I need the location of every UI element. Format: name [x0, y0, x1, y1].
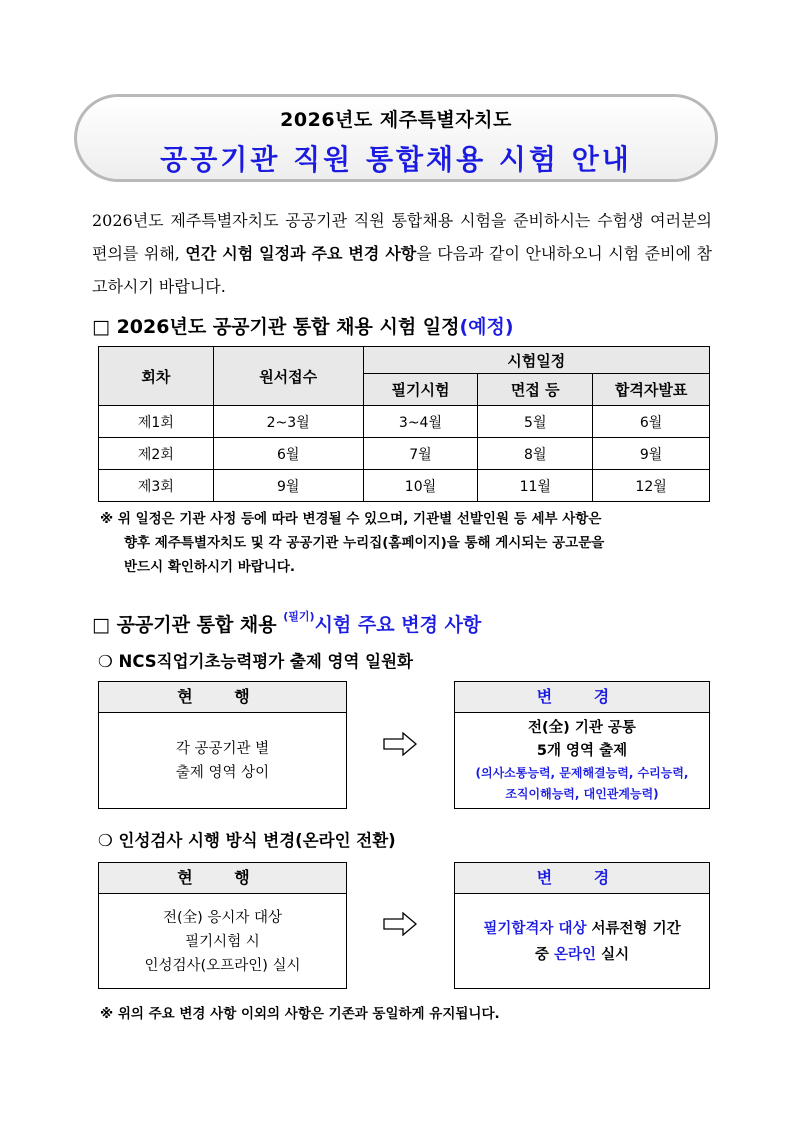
title-banner — [74, 94, 718, 182]
change2-current-l3: 인성검사(오프라인) 실시 — [144, 957, 301, 974]
change1-changed-l2: 5개 영역 출제 — [536, 743, 628, 759]
table-row — [99, 438, 710, 470]
cell-written: 7월 — [363, 438, 478, 470]
cell-round: 제1회 — [99, 406, 214, 438]
change2-changed-d: 온라인 — [553, 946, 597, 963]
change2-current-l1: 전(全) 응시자 대상 — [162, 909, 283, 926]
title-line2: 공공기관 직원 통합채용 시험 안내 — [160, 143, 632, 176]
header-exam-schedule: 시험일정 — [363, 347, 709, 374]
header-written: 필기시험 — [363, 374, 478, 406]
cell-round: 제3회 — [99, 470, 214, 502]
change2-changed-label: 변 경 — [455, 863, 709, 894]
section1-title: 2026년도 공공기관 통합 채용 시험 일정 — [116, 316, 460, 338]
cell-application: 9월 — [213, 470, 363, 502]
cell-announce: 12월 — [593, 470, 710, 502]
change1-changed-l3: (의사소통능력, 문제해결능력, 수리능력, — [475, 766, 689, 780]
section2-heading — [92, 610, 481, 637]
change2-current-label: 현 행 — [99, 863, 346, 894]
note-line1: ※ 위 일정은 기관 사정 등에 따라 변경될 수 있으며, 기관별 선발인원 등 세부 사항은 — [100, 511, 602, 527]
note-line3: 반드시 확인하시기 바랍니다. — [124, 559, 296, 575]
change2-current-box — [98, 862, 347, 989]
header-round: 회차 — [99, 347, 214, 406]
change2-changed-a: 필기합격자 대상 — [483, 920, 587, 937]
header-interview: 면접 등 — [478, 374, 593, 406]
intro-part1: 2026년도 제주특별자치도 공공기관 직원 통합채용 시험을 준비하시는 수험생 여러분의 편의를 위해, — [92, 211, 712, 263]
intro-bold: 연간 시험 일정과 주요 변경 사항 — [185, 244, 417, 263]
change2-changed-line2 — [535, 942, 629, 968]
change1-current-label: 현 행 — [99, 682, 346, 713]
change2-changed-c: 중 — [534, 946, 554, 963]
section2-sup: (필기) — [283, 609, 315, 623]
change2-changed-line1 — [483, 916, 680, 942]
right-arrow-icon — [383, 732, 417, 756]
cell-round: 제2회 — [99, 438, 214, 470]
table-row — [99, 470, 710, 502]
change1-changed-l4: 조직이해능력, 대인관계능력) — [505, 787, 659, 801]
table-row — [99, 406, 710, 438]
cell-application: 6월 — [213, 438, 363, 470]
section1-tag: (예정) — [459, 316, 514, 338]
header-announce: 합격자발표 — [593, 374, 710, 406]
change2-changed-body — [455, 894, 709, 989]
schedule-table — [98, 346, 710, 502]
cell-interview: 5월 — [478, 406, 593, 438]
cell-announce: 9월 — [593, 438, 710, 470]
cell-application: 2~3월 — [213, 406, 363, 438]
checkbox-bullet-icon: □ — [92, 316, 110, 338]
change1-changed-l1: 전(全) 기관 공통 — [528, 720, 636, 736]
note-line2: 향후 제주특별자치도 및 각 공공기관 누리집(홈페이지)을 통해 게시되는 공고문을 — [124, 535, 605, 551]
checkbox-bullet-icon: □ — [92, 614, 110, 636]
change1-heading: ❍ NCS직업기초능력평가 출제 영역 일원화 — [98, 652, 413, 671]
change2-changed-b: 서류전형 기간 — [586, 920, 681, 937]
change1-current-l1: 각 공공기관 별 — [175, 741, 270, 757]
change1-changed-label: 변 경 — [455, 682, 709, 713]
schedule-note — [100, 507, 720, 579]
intro-paragraph — [92, 204, 712, 303]
section2-title-b: 시험 주요 변경 사항 — [314, 614, 482, 636]
cell-interview: 11월 — [478, 470, 593, 502]
change2-changed-e: 실시 — [596, 946, 630, 963]
change2-current-body — [99, 894, 346, 989]
change2-current-l2: 필기시험 시 — [185, 933, 260, 950]
footnote: ※ 위의 주요 변경 사항 이외의 사항은 기존과 동일하게 유지됩니다. — [100, 1006, 500, 1022]
cell-interview: 8월 — [478, 438, 593, 470]
change1-changed-box — [454, 681, 710, 809]
section2-title-a: 공공기관 통합 채용 — [116, 614, 284, 636]
title-line1: 2026년도 제주특별자치도 — [280, 109, 512, 131]
change1-current-box — [98, 681, 347, 809]
change2-heading: ❍ 인성검사 시행 방식 변경(온라인 전환) — [98, 831, 396, 850]
cell-written: 10월 — [363, 470, 478, 502]
section1-heading — [92, 312, 514, 339]
header-application: 원서접수 — [213, 347, 363, 406]
change1-current-body — [99, 713, 346, 809]
right-arrow-icon — [383, 912, 417, 936]
change1-changed-body — [455, 713, 709, 809]
cell-announce: 6월 — [593, 406, 710, 438]
change2-changed-box — [454, 862, 710, 989]
cell-written: 3~4월 — [363, 406, 478, 438]
intro-part2: 을 다음과 같이 안내하오니 시험 준비에 참고하시기 바랍니다. — [92, 244, 712, 296]
change1-current-l2: 출제 영역 상이 — [175, 765, 270, 781]
